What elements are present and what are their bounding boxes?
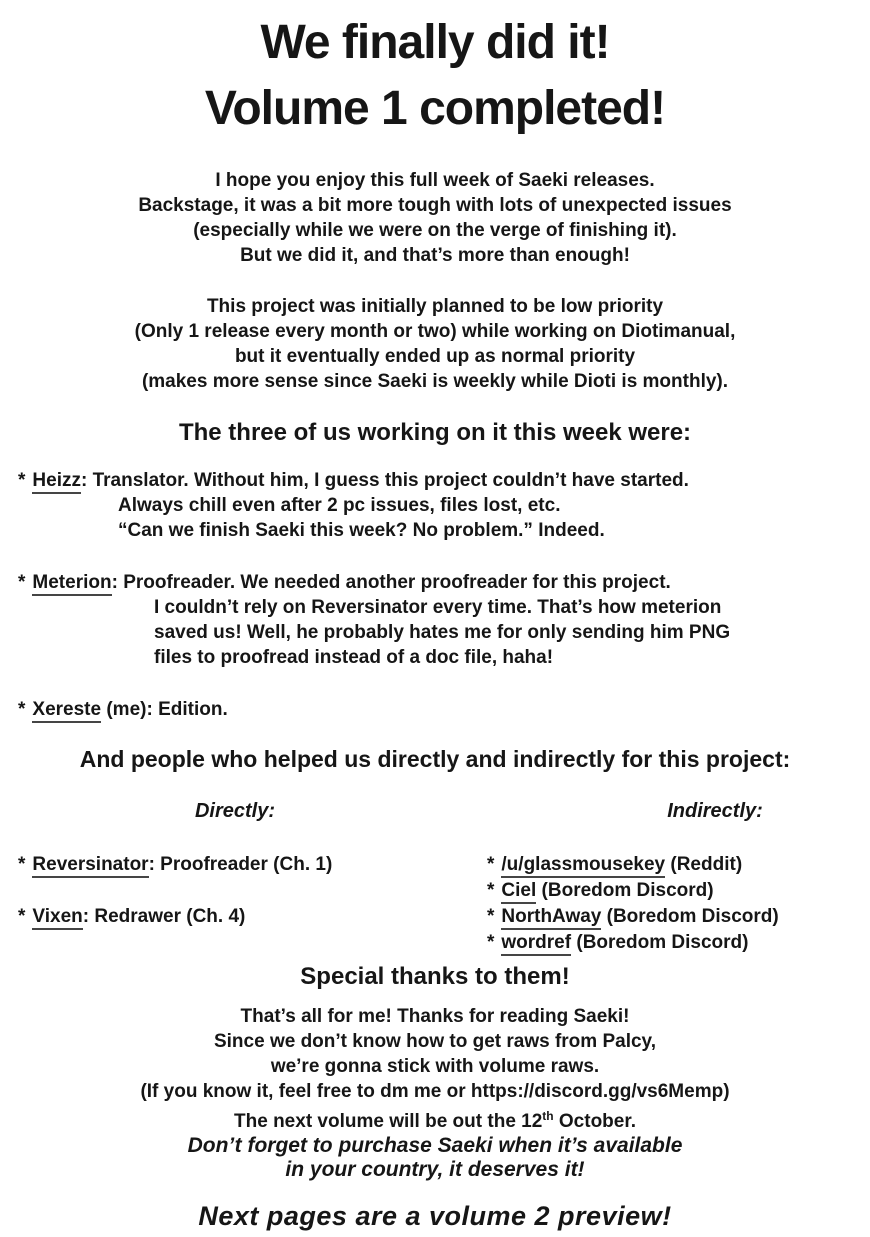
bullet-asterisk: *	[487, 880, 495, 901]
helper-name: Ciel	[501, 880, 536, 904]
intro-line: I hope you enjoy this full week of Saeki releases.	[215, 170, 655, 191]
next-volume-line	[0, 1104, 870, 1134]
next-volume-suffix: October.	[553, 1111, 636, 1132]
page-title-line2: Volume 1 completed!	[204, 82, 666, 135]
bullet-asterisk: *	[18, 854, 26, 875]
member-name: Xereste	[32, 699, 101, 723]
directly-list	[0, 852, 487, 956]
team-entry-meterion	[18, 570, 870, 670]
next-volume-ordinal: th	[542, 1109, 554, 1123]
indirectly-list	[487, 852, 870, 956]
team-entry-xereste	[18, 697, 870, 722]
bullet-asterisk: *	[18, 572, 26, 593]
outro-line: we’re gonna stick with volume raws.	[270, 1056, 600, 1077]
member-text-line: I couldn’t rely on Reversinator every time. That’s how meterion	[154, 597, 722, 618]
helper-name: Vixen	[32, 906, 82, 930]
purchase-line: Don’t forget to purchase Saeki when it’s available	[187, 1134, 683, 1157]
bullet-asterisk: *	[18, 699, 26, 720]
outro-line-discord-url: (If you know it, feel free to dm me or https://discord.gg/vs6Memp)	[140, 1081, 730, 1102]
intro-line: Backstage, it was a bit more tough with lots of unexpected issues	[138, 195, 732, 216]
member-text-line: saved us! Well, he probably hates me for only sending him PNG	[154, 622, 731, 643]
intro-line: (especially while we were on the verge of finishing it).	[193, 220, 677, 241]
bullet-asterisk: *	[18, 470, 26, 491]
directly-label: Directly:	[194, 800, 276, 822]
member-text-line: “Can we finish Saeki this week? No problem.” Indeed.	[118, 520, 605, 541]
member-text-line: files to proofread instead of a doc file, haha!	[154, 647, 554, 668]
purchase-reminder	[0, 1134, 870, 1182]
team-entry-heizz	[18, 468, 870, 543]
helper-role: : Proofreader (Ch. 1)	[148, 854, 333, 875]
priority-line: but it eventually ended up as normal priority	[234, 346, 636, 367]
priority-paragraph	[0, 294, 870, 394]
helper-role: : Redrawer (Ch. 4)	[82, 906, 246, 927]
member-name: Heizz	[32, 470, 81, 494]
page-title	[0, 0, 870, 142]
member-name: Meterion	[32, 572, 111, 596]
team-entry-first-line	[18, 468, 870, 493]
bullet-asterisk: *	[487, 906, 495, 927]
helper-name: NorthAway	[501, 906, 601, 930]
priority-line: This project was initially planned to be low priority	[206, 296, 664, 317]
purchase-line: in your country, it deserves it!	[285, 1158, 585, 1181]
helper-source: (Boredom Discord)	[536, 880, 714, 901]
bullet-asterisk: *	[487, 932, 495, 953]
volume2-preview-note: Next pages are a volume 2 preview!	[198, 1201, 672, 1231]
special-thanks: Special thanks to them!	[300, 963, 570, 990]
bullet-asterisk: *	[487, 854, 495, 875]
indirectly-label: Indirectly:	[667, 800, 763, 822]
member-role-text: Edition.	[158, 699, 228, 720]
intro-paragraph	[0, 168, 870, 268]
helper-source: (Boredom Discord)	[601, 906, 779, 927]
outro-paragraph	[0, 1004, 870, 1134]
member-separator: :	[111, 572, 124, 593]
member-separator: (me):	[101, 699, 159, 720]
member-role-text: Translator. Without him, I guess this project couldn’t have started.	[92, 470, 689, 491]
helper-item	[487, 878, 870, 904]
helper-source: (Boredom Discord)	[571, 932, 749, 953]
helper-column-labels	[0, 798, 870, 824]
team-entry-first-line	[18, 570, 870, 595]
helper-name: /u/glassmousekey	[501, 854, 665, 878]
bullet-asterisk: *	[18, 906, 26, 927]
outro-line: That’s all for me! Thanks for reading Saeki!	[240, 1006, 630, 1027]
member-separator: :	[80, 470, 93, 491]
helper-item	[487, 930, 870, 956]
helpers-heading: And people who helped us directly and indirectly for this project:	[79, 746, 791, 772]
helper-item	[18, 904, 487, 930]
priority-line: (Only 1 release every month or two) while working on Diotimanual,	[134, 321, 736, 342]
helper-source: (Reddit)	[665, 854, 743, 875]
page-title-line1: We finally did it!	[260, 16, 610, 69]
helper-item	[18, 852, 487, 878]
member-role-text: Proofreader. We needed another proofreader for this project.	[123, 572, 671, 593]
next-volume-prefix: The next volume will be out the 12	[234, 1111, 543, 1132]
helper-item	[487, 852, 870, 878]
team-entry-first-line	[18, 697, 870, 722]
team-list	[0, 468, 870, 722]
outro-line: Since we don’t know how to get raws from Palcy,	[213, 1031, 656, 1052]
helper-name: Reversinator	[32, 854, 148, 878]
member-text-line: Always chill even after 2 pc issues, files lost, etc.	[118, 495, 561, 516]
intro-line: But we did it, and that’s more than enough!	[240, 245, 630, 266]
helper-item	[487, 904, 870, 930]
helper-name: wordref	[501, 932, 571, 956]
helper-columns	[0, 852, 870, 956]
team-heading: The three of us working on it this week were:	[178, 419, 692, 446]
priority-line: (makes more sense since Saeki is weekly while Dioti is monthly).	[141, 371, 729, 392]
